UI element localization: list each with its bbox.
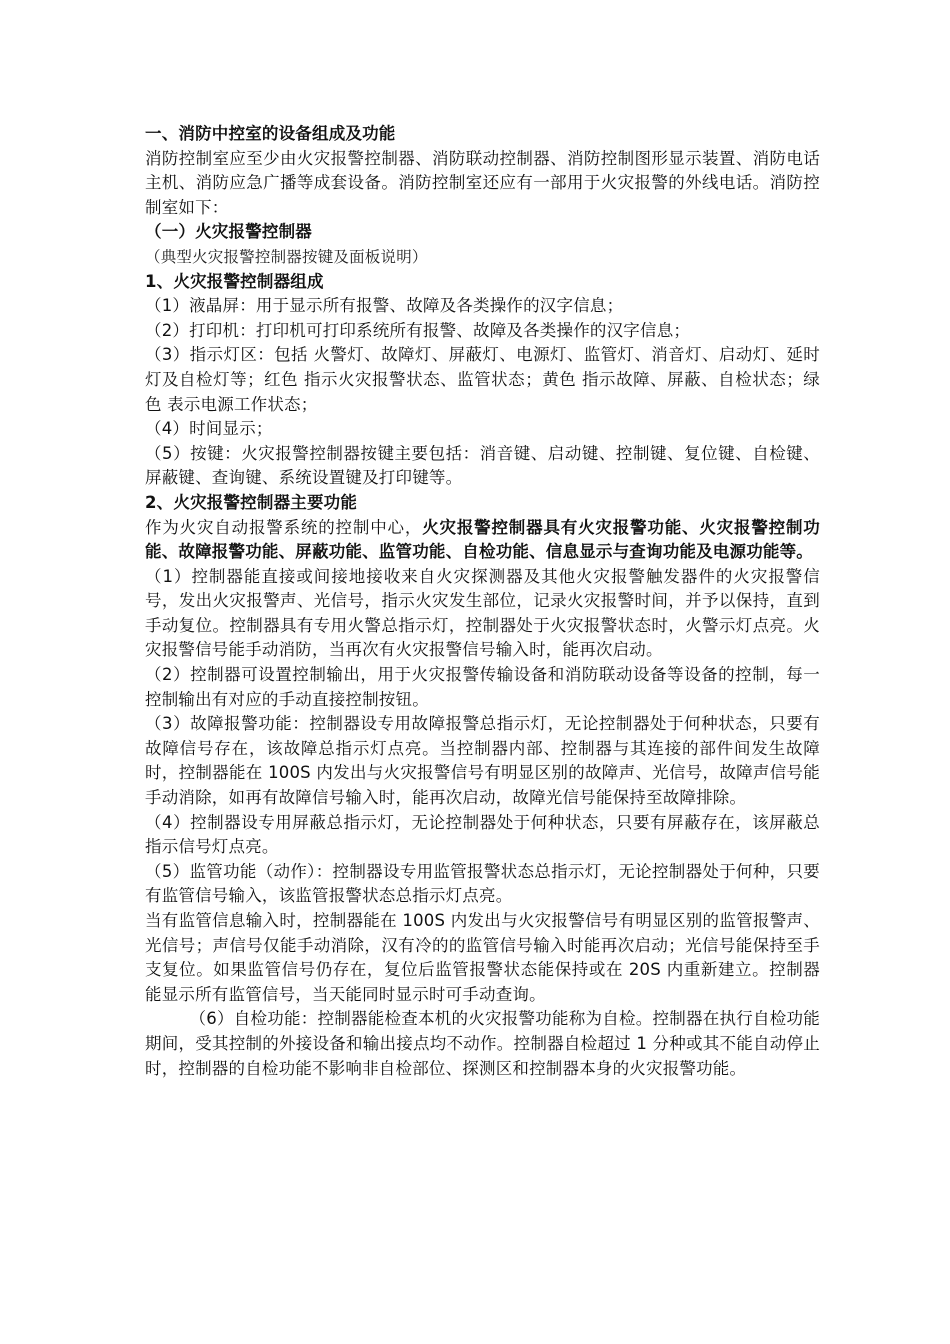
functions-intro — [145, 516, 820, 565]
function-self-check: （6）自检功能：控制器能检查本机的火灾报警功能称为自检。控制器在执行自检功能期间，受其控制的外接设备和输出接点均不动作。控制器自检超过 1 分种或其不能自动停止时，控制器的自检功能不影响非自检部位、探测区和控制器本身的火灾报警功能。 — [145, 1009, 820, 1078]
function-fire-alarm: （1）控制器能直接或间接地接收来自火灾探测器及其他火灾报警触发器件的火灾报警信号，发出火灾报警声、光信号，指示火灾发生部位，记录火灾报警时间，并予以保持，直到手动复位。控制器具有专用火警总指示灯，控制器处于火灾报警状态时，火警示灯点亮。火灾报警信号能手动消防，当再次有火灾报警信号输入时，能再次启动。 — [145, 566, 820, 660]
intro-paragraph: 消防控制室应至少由火灾报警控制器、消防联动控制器、消防控制图形显示装置、消防电话主机、消防应急广播等成套设备。消防控制室还应有一部用于火灾报警的外线电话。消防控制室如下： — [145, 148, 820, 217]
component-keys: （5）按键：火灾报警控制器按键主要包括：消音键、启动键、控制键、复位键、自检键、屏蔽键、查询键、系统设置键及打印键等。 — [145, 443, 820, 488]
function-supervision-continued: 当有监管信息输入时，控制器能在 100S 内发出与火灾报警信号有明显区别的监管报警声、光信号；声信号仅能手动消除，汉有冷的的监管信号输入时能再次启动；光信号能保持至手支复位。如果监管信号仍存在，复位后监管报警状态能保持或在 20S 内重新建立。控制器能显示所有监管信号，当天能同时显示时可手动查询。 — [145, 911, 820, 1004]
subsection-title-composition: 1、火灾报警控制器组成 — [145, 271, 324, 291]
component-lcd: （1）液晶屏：用于显示所有报警、故障及各类操作的汉字信息； — [145, 296, 624, 316]
component-indicator-lights: （3）指示灯区：包括 火警灯、故障灯、屏蔽灯、电源灯、监管灯、消音灯、启动灯、延时灯及自检灯等；红色 指示火灾报警状态、监管状态；黄色 指示故障、屏蔽、自检状态；绿色 表示电源工作状态； — [145, 345, 820, 414]
functions-intro-normal: 作为火灾自动报警系统的控制中心， — [145, 517, 423, 537]
heading-main: 一、消防中控室的设备组成及功能 — [145, 124, 396, 143]
section-title-fire-alarm-controller: （一）火灾报警控制器 — [145, 222, 312, 242]
component-time-display: （4）时间显示； — [145, 419, 273, 439]
component-printer: （2）打印机：打印机可打印系统所有报警、故障及各类操作的汉字信息； — [145, 320, 691, 340]
function-shield: （4）控制器设专用屏蔽总指示灯，无论控制器处于何种状态，只要有屏蔽存在，该屏蔽总指示信号灯点亮。 — [145, 812, 820, 857]
functions-intro-bold: 火灾报警控制器具有火灾报警功能、火灾报警控制功能、故障报警功能、屏蔽功能、监管功能、自检功能、信息显示与查询功能及电源功能等。 — [145, 517, 821, 562]
section-note: （典型火灾报警控制器按键及面板说明） — [145, 247, 428, 266]
function-control-output: （2）控制器可设置控制输出，用于火灾报警传输设备和消防联动设备等设备的控制，每一控制输出有对应的手动直接控制按钮。 — [145, 665, 820, 709]
subsection-title-functions: 2、火灾报警控制器主要功能 — [145, 492, 358, 512]
function-fault-alarm: （3）故障报警功能：控制器设专用故障报警总指示灯，无论控制器处于何种状态，只要有故障信号存在，该故障总指示灯点亮。当控制器内部、控制器与其连接的部件间发生故障时，控制器能在 100S 内发出与火灾报警信号有明显区别的故障声、光信号，故障声信号能手动消除，如再有故障信号输入时，能再次启动，故障光信号能保持至故障排除。 — [145, 714, 820, 808]
function-supervision: （5）监管功能（动作）：控制器设专用监管报警状态总指示灯，无论控制器处于何种，只要有监管信号输入，该监管报警状态总指示灯点亮。 — [145, 861, 820, 906]
